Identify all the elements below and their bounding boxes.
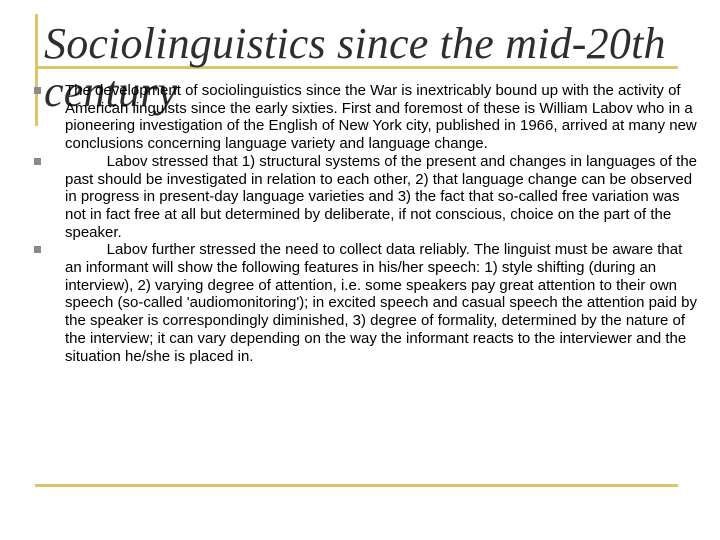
bullet-text: Labov stressed that 1) structural systems of the present and changes in languages of the past should be investigated in relation to each other, 2) that language change can be observed in progress in present-day language varieties and 3) the fact that so-called free variation was not in fact free at all but determined by deliberate, if not conscious, choice on the part of the speaker. [65, 152, 698, 241]
square-bullet-icon [34, 158, 41, 165]
bullet-list [30, 82, 702, 365]
slide-title: Sociolinguistics since the mid-20th century [44, 19, 666, 116]
square-bullet-icon [34, 246, 41, 253]
bullet-text: The development of sociolinguistics since the War is inextricably bound up with the activity of American linguists since the early sixties. First and foremost of these is William Labov who in a pioneering investigation of the English of New York city, published in 1966, arrived at many new conclusions concerning language variety and language change. [65, 82, 697, 153]
square-bullet-icon [34, 87, 41, 94]
footer-rule [35, 484, 678, 487]
bullet-item [30, 241, 702, 365]
bullet-text: Labov further stressed the need to collect data reliably. The linguist must be aware that an informant will show the following features in his/her speech: 1) style shifting (during an interview), 2) varying degree of attention, i.e. some speakers pay great attention to their own speech (so-called 'audiomonitoring'); in excited speech and casual speech the attention paid by the speaker is correspondingly diminished, 3) degree of formality, determined by the nature of the interview; it can vary depending on the way the informant reacts to the interviewer and the situation he/she is placed in. [65, 241, 697, 365]
bullet-item [30, 153, 702, 242]
bullet-item [30, 82, 702, 153]
